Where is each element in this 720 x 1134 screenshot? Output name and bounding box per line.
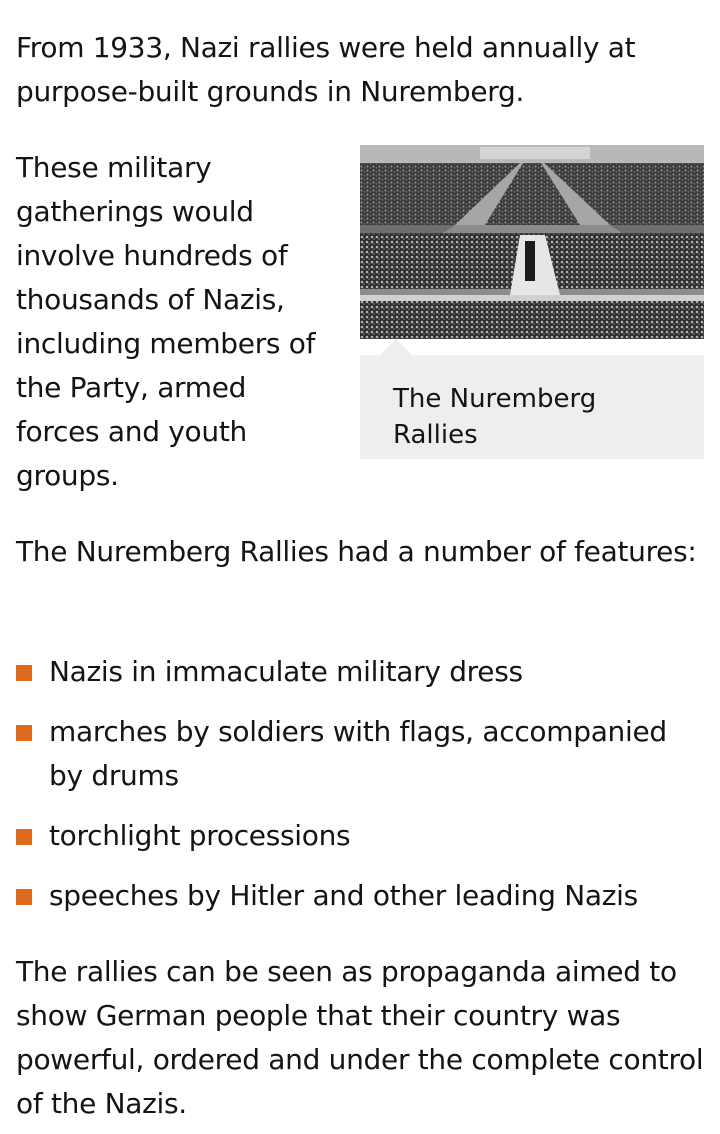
list-item-text: torchlight processions — [49, 819, 351, 852]
figure-caption: The Nuremberg Rallies — [393, 384, 597, 450]
list-item — [16, 814, 706, 858]
rally-figure — [360, 145, 704, 459]
square-bullet-icon — [16, 665, 32, 681]
square-bullet-icon — [16, 725, 32, 741]
caption-box — [360, 355, 704, 459]
square-bullet-icon — [16, 889, 32, 905]
list-item — [16, 710, 706, 798]
list-item — [16, 650, 706, 694]
list-item-text: speeches by Hitler and other leading Nazis — [49, 879, 638, 912]
square-bullet-icon — [16, 829, 32, 845]
caption-pointer — [380, 339, 412, 355]
features-intro-paragraph: The Nuremberg Rallies had a number of features: — [16, 535, 697, 568]
nuremberg-rally-photo — [360, 145, 704, 339]
features-list — [16, 650, 706, 934]
list-item — [16, 874, 706, 918]
list-item-text: Nazis in immaculate military dress — [49, 655, 523, 688]
military-gatherings-paragraph: These military gatherings would involve hundreds of thousands of Nazis, including members of the Party, armed forces and youth groups. — [16, 151, 316, 492]
list-item-text: marches by soldiers with flags, accompanied by drums — [49, 715, 667, 792]
intro-paragraph: From 1933, Nazi rallies were held annually at purpose-built grounds in Nuremberg. — [16, 31, 636, 108]
conclusion-paragraph: The rallies can be seen as propaganda aimed to show German people that their country was powerful, ordered and under the complete control of the Nazis. — [16, 955, 704, 1120]
